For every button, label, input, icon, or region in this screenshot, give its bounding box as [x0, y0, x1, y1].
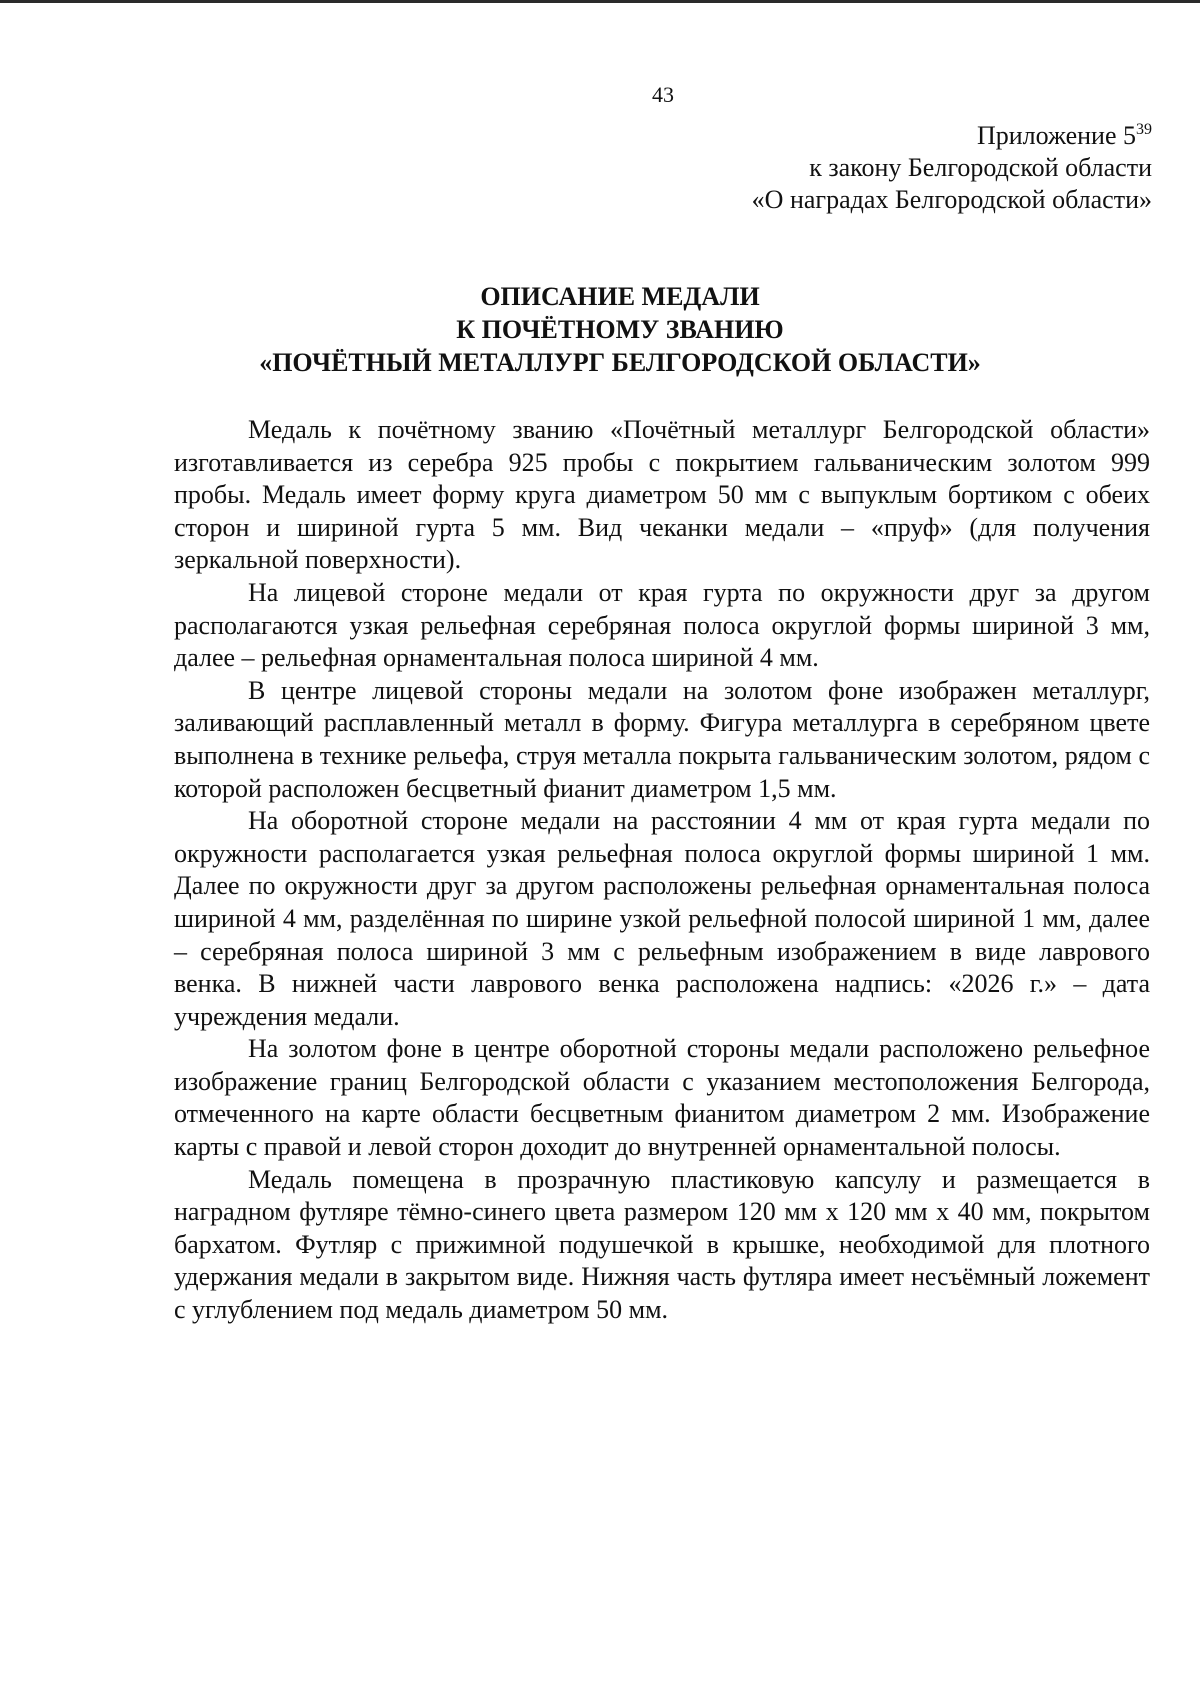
appendix-superscript: 39 — [1136, 121, 1152, 138]
paragraph-obverse-border: На лицевой стороне медали от края гурта по окружности друг за другом располагаются узкая рельефная серебряная полоса округлой формы шириной 3 мм, далее – рельефная орнаментальная полоса шириной 4 мм. — [174, 577, 1150, 673]
appendix-label-line — [752, 120, 1152, 152]
title-line-2: К ПОЧЁТНОМУ ЗВАНИЮ — [456, 315, 784, 344]
scan-border — [0, 0, 1200, 3]
appendix-law-reference: к закону Белгородской области — [809, 153, 1152, 182]
paragraph-case: Медаль помещена в прозрачную пластиковую капсулу и размещается в наградном футляре тёмно-синего цвета размером 120 мм х 120 мм х 40 мм, покрытом бархатом. Футляр с прижимной подушечкой в крышке, необходимой для плотного удержания медали в закрытом виде. Нижняя часть футляра имеет несъёмный ложемент с углублением под медаль диаметром 50 мм. — [174, 1164, 1150, 1325]
appendix-label: Приложение 5 — [976, 121, 1136, 150]
paragraph-reverse-border: На оборотной стороне медали на расстоянии 4 мм от края гурта медали по окружности располагается узкая рельефная полоса округлой формы шириной 1 мм. Далее по окружности друг за другом расположены рельефная орнаментальная полоса шириной 4 мм, разделённая по ширине узкой рельефной полосой шириной 1 мм, далее – серебряная полоса шириной 3 мм с рельефным изображением в виде лаврового венка. В нижней части лаврового венка расположена надпись: «2026 г.» – дата учреждения медали. — [174, 806, 1150, 1031]
title-line-3: «ПОЧЁТНЫЙ МЕТАЛЛУРГ БЕЛГОРОДСКОЙ ОБЛАСТИ» — [259, 348, 981, 377]
document-body — [174, 414, 1150, 1327]
appendix-law-title: «О наградах Белгородской области» — [751, 185, 1152, 214]
appendix-header — [752, 120, 1152, 216]
paragraph-obverse-center: В центре лицевой стороны медали на золотом фоне изображен металлург, заливающий расплавленный металл в форму. Фигура металлурга в серебряном цвете выполнена в технике рельефа, струя металла покрыта гальваническим золотом, рядом с которой расположен бесцветный фианит диаметром 1,5 мм. — [174, 675, 1150, 803]
document-title — [170, 280, 1070, 379]
paragraph-material: Медаль к почётному званию «Почётный металлург Белгородской области» изготавливается из серебра 925 пробы с покрытием гальваническим золотом 999 пробы. Медаль имеет форму круга диаметром 50 мм с выпуклым бортиком с обеих сторон и шириной гурта 5 мм. Вид чеканки медали – «пруф» (для получения зеркальной поверхности). — [174, 415, 1150, 575]
paragraph-reverse-center: На золотом фоне в центре оборотной стороны медали расположено рельефное изображение границ Белгородской области с указанием местоположения Белгорода, отмеченного на карте области бесцветным фианитом диаметром 2 мм. Изображение карты с правой и левой сторон доходит до внутренней орнаментальной полосы. — [174, 1034, 1150, 1162]
page-number: 43 — [652, 82, 674, 107]
title-line-1: ОПИСАНИЕ МЕДАЛИ — [480, 282, 760, 311]
